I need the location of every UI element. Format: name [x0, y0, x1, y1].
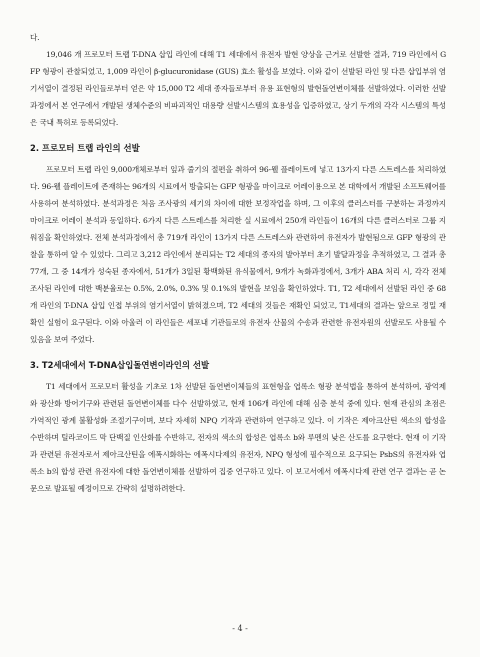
carry-over-text: 다. [30, 33, 40, 42]
section-2-paragraph: 프로모터 트랩 라인 9,000개체로부터 잎과 줄기의 절편을 취하여 96-웰 플레이트에 넣고 13가지 다른 스트레스를 처리하였다. 96-웰 플레이트에 존재하는 96개의 시료에서 방출되는 GFP 형광을 마이크로 어레이용으로 본 대학에서 개발된 소프트웨어를 사용하여 분석하였다. 분석과정은 처음 조사광의 세기의 차이에 대한 보정작업을 하며, 그 이후의 클러스터를 구분하는 과정까지 마이크로 어레이 분석과 동일하다. 6가지 다른 스트레스를 처리한 실 시료에서 250개 라인들이 16개의 다른 클러스터로 그룹 지워짐을 확인하였다. 전체 분석과정에서 총 719개 라인이 13가지 다른 스트레스와 관련하여 유전자가 발현됨으로 GFP 형광의 관찰을 통하여 알 수 있었다. 그리고 3,212 라인에서 분리되는 T2 세대의 종자의 발아부터 초기 발달과정을 추적하였고, 그 결과 총 77개, 그 중 14개가 성숙된 종자에서, 51개가 3일된 황백화된 유식물에서, 9개가 녹화과정에서, 3개가 ABA 처리 시, 각각 전체 조사된 라인에 대한 백분율로는 0.5%, 2.0%, 0.3% 및 0.1%의 발현을 보임을 확인하였다. T1, T2 세대에서 선발된 라인 중 68개 라인의 T-DNA 삽입 인접 부위의 염기서열이 밝혀졌으며, T2 세대의 것들은 재확인 되었고, T1세대의 결과는 앞으로 정밀 재확인 실험이 요구된다. 이와 아울러 이 라인들은 세포내 기관들로의 유전자 산물의 수송과 관련한 유전자원의 선발로도 사용될 수 있음을 보여 주었다. [30, 165, 446, 344]
section-3-paragraph: T1 세대에서 프로모터 활성을 기초로 1차 선발된 돌연변이체들의 표현형을 엽록소 형광 분석법을 통하여 분석하여, 광억제와 광산화 방어기구와 관련된 돌연변이체를 다수 선발하였고, 현재 106개 라인에 대해 심층 분석 중에 있다. 현재 관심의 초점은 가역적인 광계 불활성화 조절기구이며, 보다 자세히 NPQ 기작과 관련하여 연구하고 있다. 이 기작은 제아크산틴 색소의 합성을 수반하며 틸라코이드 막 단백질 인산화를 수반하고, 전자의 색소의 합성은 엽록소 b와 루멘의 낮은 산도를 요구한다. 현재 이 기작과 관련된 유전자로서 제아크산틴을 에폭시화하는 에폭시다제의 유전자, NPQ 형성에 필수적으로 요구되는 PsbS의 유전자와 엽록소 b의 합성 관련 유전자에 대한 돌연변이체를 선발하여 집중 연구하고 있다. 이 보고서에서 에폭시다제 관련 연구 결과는 곧 논문으로 발표될 예정이므로 간략히 설명하려한다. [30, 382, 446, 493]
section-2-heading: 2. 프로모터 트랩 라인의 선발 [30, 143, 140, 153]
page-number: - 4 - [232, 624, 248, 633]
section-3-heading: 3. T2세대에서 T-DNA삽입돌연변이라인의 선발 [30, 360, 210, 370]
intro-paragraph: 19,046 개 프로모터 트랩 T-DNA 삽입 라인에 대해 T1 세대에서 유전자 발현 양상을 근거로 선발한 결과, 719 라인에서 GFP 형광이 관찰되었고, 1,009 라인이 β-glucuronidase (GUS) 효소 활성을 보였다. 이와 같이 선발된 라인 및 다른 삽입부위 염기서열이 결정된 라인들로부터 얻은 약 15,000 T2 세대 종자들로부터 유용 표현형의 발현돌연변이체를 선발하였다. 이러한 선발과정에서 본 연구에서 개발된 생체수준의 비파괴적인 대용량 선발시스템의 효용성을 입증하였고, 상기 두개의 각각 시스템의 특성은 국내 특허로 등록되었다. [30, 50, 446, 127]
